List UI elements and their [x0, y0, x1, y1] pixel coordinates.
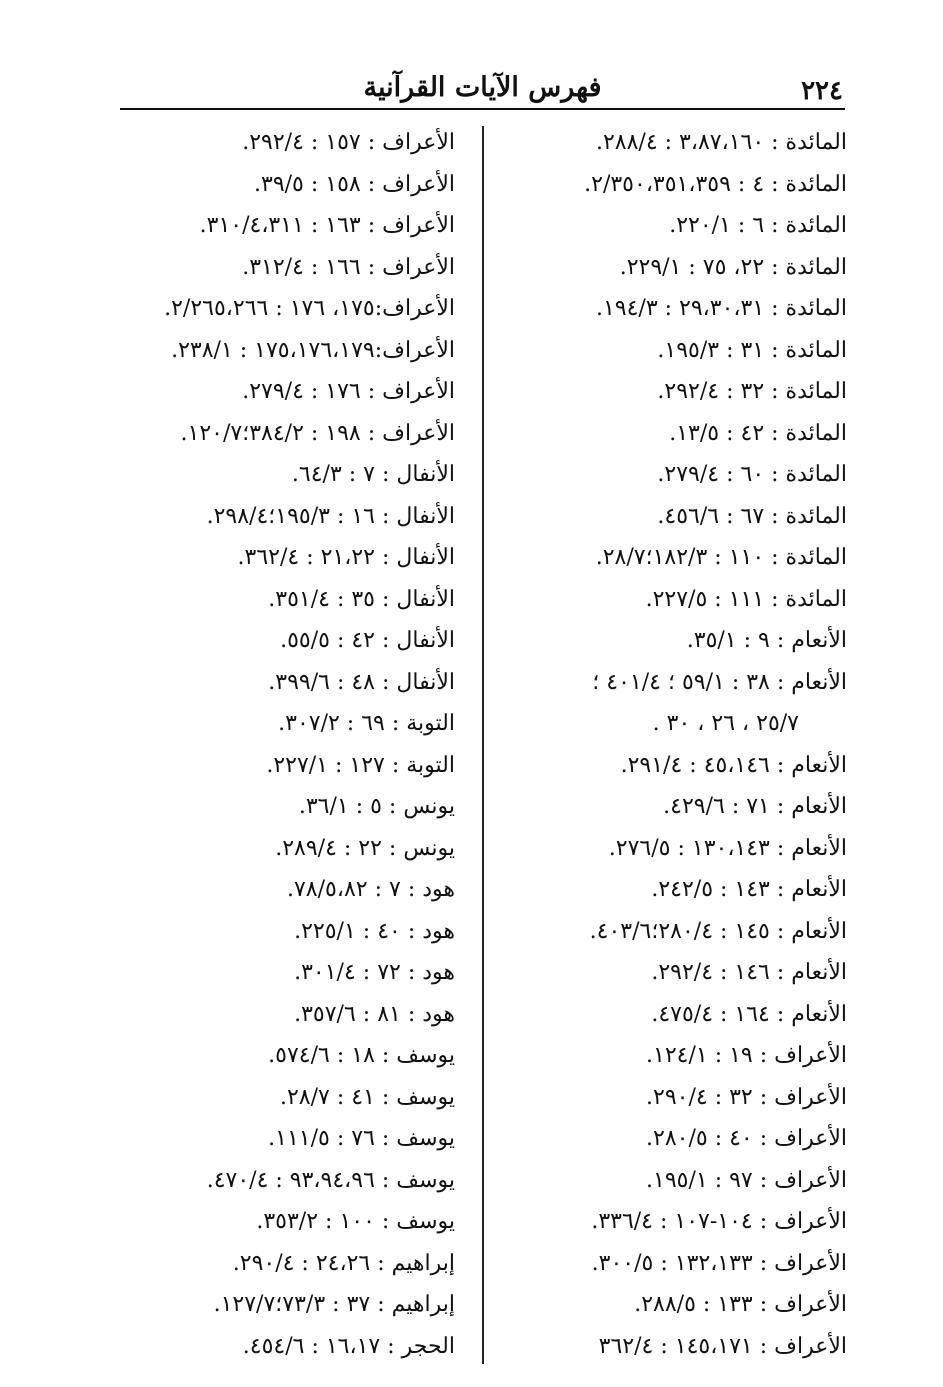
index-entry: التوبة : ٦٩ : ٣٠٧/٢.: [278, 711, 455, 736]
index-entry: الأعراف : ٤٠ : ٢٨٠/٥.: [646, 1126, 847, 1151]
page-number: ٢٢٤: [801, 76, 843, 106]
index-entry: المائدة : ٦٧ : ٤٥٦/٦.: [657, 503, 847, 529]
index-entry: المائدة : ٢٩،٣٠،٣١ : ١٩٤/٣.: [595, 296, 847, 321]
index-entry: الأعراف : ١٥٧ : ٢٩٢/٤.: [242, 130, 455, 155]
index-entry: الأنعام : ٤٥،١٤٦ : ٢٩١/٤.: [620, 752, 847, 778]
header-rule: [120, 108, 845, 110]
index-entry: المائدة : ٦ : ٢٢٠/١.: [669, 213, 847, 238]
index-entry: الأنفال : ١٦ : ١٩٥/٣؛٢٩٨/٤.: [206, 503, 455, 529]
index-entry: الأنفال : ٤٢ : ٥٥/٥.: [280, 628, 455, 653]
index-entry: الأعراف : ١٤٥،١٧١ : ٣٦٢/٤: [598, 1333, 847, 1359]
index-entry: الأنعام : ١٣٠،١٤٣ : ٢٧٦/٥.: [608, 835, 847, 861]
index-entry: يوسف : ٤١ : ٢٨/٧.: [279, 1084, 455, 1110]
index-entry: المائدة : ٣١ : ١٩٥/٣.: [657, 337, 847, 363]
index-entry: الأنفال : ٢١،٢٢ : ٣٦٢/٤.: [237, 545, 455, 570]
index-entry: إبراهيم : ٢٤،٢٦ : ٢٩٠/٤.: [232, 1250, 455, 1276]
index-entry: هود : ٨١ : ٣٥٧/٦.: [294, 1001, 455, 1027]
index-entry: الأعراف : ١٠٤-١٠٧ : ٣٣٦/٤.: [591, 1209, 847, 1234]
index-entry-continuation: ٢٥/٧ ، ٢٦ ، ٣٠ .: [652, 711, 799, 736]
index-entry: يوسف : ١٨ : ٥٧٤/٦.: [268, 1043, 455, 1068]
index-entry: المائدة : ١١٠ : ١٨٢/٣؛٢٨/٧.: [595, 545, 847, 570]
index-entry: الأعراف : ١٦٦ : ٣١٢/٤.: [242, 254, 455, 280]
index-entry: الأنعام : ١٤٣ : ٢٤٢/٥.: [651, 877, 847, 902]
index-entry: المائدة : ٣٢ : ٢٩٢/٤.: [657, 379, 847, 404]
index-entry: الأنفال : ٧ : ٦٤/٣.: [291, 462, 455, 487]
index-entry: الأعراف : ١٧٦ : ٢٧٩/٤.: [242, 379, 455, 404]
index-entry: يوسف : ٧٦ : ١١١/٥.: [268, 1126, 455, 1151]
index-entry: الأنفال : ٣٥ : ٣٥١/٤.: [268, 586, 455, 612]
index-entry: إبراهيم : ٣٧ : ٧٣/٣؛١٢٧/٧.: [213, 1292, 455, 1317]
index-entry: المائدة : ٤ : ٢/٣٥٠،٣٥١،٣٥٩.: [584, 171, 847, 197]
index-entry: الأنعام : ١٤٦ : ٢٩٢/٤.: [651, 960, 847, 985]
index-entry: التوبة : ١٢٧ : ٢٢٧/١.: [266, 752, 455, 778]
index-entry: يوسف : ١٠٠ : ٣٥٣/٢.: [256, 1209, 455, 1234]
index-entry: يونس : ٥ : ٣٦/١.: [298, 794, 455, 819]
index-entry: الأنعام : ٩ : ٣٥/١.: [686, 628, 847, 653]
index-entry: الأعراف : ١٩٨ : ٣٨٤/٢؛١٢٠/٧.: [180, 420, 455, 446]
index-column-left: [105, 122, 455, 1367]
index-entry: الأنعام : ٧١ : ٤٢٩/٦.: [663, 794, 847, 819]
page-header: [120, 72, 845, 106]
index-entry: الأنعام : ١٦٤ : ٤٧٥/٤.: [651, 1001, 847, 1027]
index-entry: المائدة : ٤٢ : ١٣/٥.: [669, 420, 847, 446]
index-entry: هود : ٧٢ : ٣٠١/٤.: [294, 960, 455, 985]
index-entry: المائدة : ٢٢، ٧٥ : ٢٢٩/١.: [619, 254, 847, 280]
index-entry: يونس : ٢٢ : ٢٨٩/٤.: [275, 835, 455, 861]
index-entry: الأنفال : ٤٨ : ٣٩٩/٦.: [268, 669, 455, 695]
index-entry: الأعراف:١٧٥،١٧٦،١٧٩ : ٢٣٨/١.: [171, 337, 455, 363]
index-entry: الأعراف : ٣٢ : ٢٩٠/٤.: [646, 1084, 847, 1110]
index-entry: الأعراف : ١٣٢،١٣٣ : ٣٠٠/٥.: [591, 1250, 847, 1276]
index-entry: الأنعام : ٣٨ : ٥٩/١ ؛ ٤٠١/٤ ؛: [592, 669, 847, 695]
index-entry: الأعراف:١٧٥، ١٧٦ : ٢/٢٦٥،٢٦٦.: [164, 296, 455, 321]
index-entry: المائدة : ٣،٨٧،١٦٠ : ٢٨٨/٤.: [595, 130, 847, 155]
index-entry: المائدة : ١١١ : ٢٢٧/٥.: [645, 586, 847, 612]
index-entry: الأعراف : ١٩ : ١٢٤/١.: [646, 1043, 847, 1068]
index-column-right: [497, 122, 847, 1367]
index-entry: هود : ٧ : ٧٨/٥،٨٢.: [286, 877, 455, 902]
index-entry: الأعراف : ١٦٣ : ٣١٠/٤،٣١١.: [199, 213, 455, 238]
index-entry: يوسف : ٩٣،٩٤،٩٦ : ٤٧٠/٤.: [206, 1167, 455, 1193]
index-entry: هود : ٤٠ : ٢٢٥/١.: [294, 918, 455, 944]
index-entry: الأعراف : ١٣٣ : ٢٨٨/٥.: [634, 1292, 847, 1317]
column-divider: [482, 126, 484, 1364]
running-title: فهرس الآيات القرآنية: [363, 72, 602, 103]
index-entry: الحجر : ١٦،١٧ : ٤٥٤/٦.: [242, 1333, 455, 1359]
index-entry: الأنعام : ١٤٥ : ٢٨٠/٤؛٤٠٣/٦.: [589, 918, 847, 944]
index-entry: المائدة : ٦٠ : ٢٧٩/٤.: [657, 462, 847, 487]
index-entry: الأعراف : ٩٧ : ١٩٥/١.: [646, 1167, 847, 1193]
index-entry: الأعراف : ١٥٨ : ٣٩/٥.: [254, 171, 455, 197]
